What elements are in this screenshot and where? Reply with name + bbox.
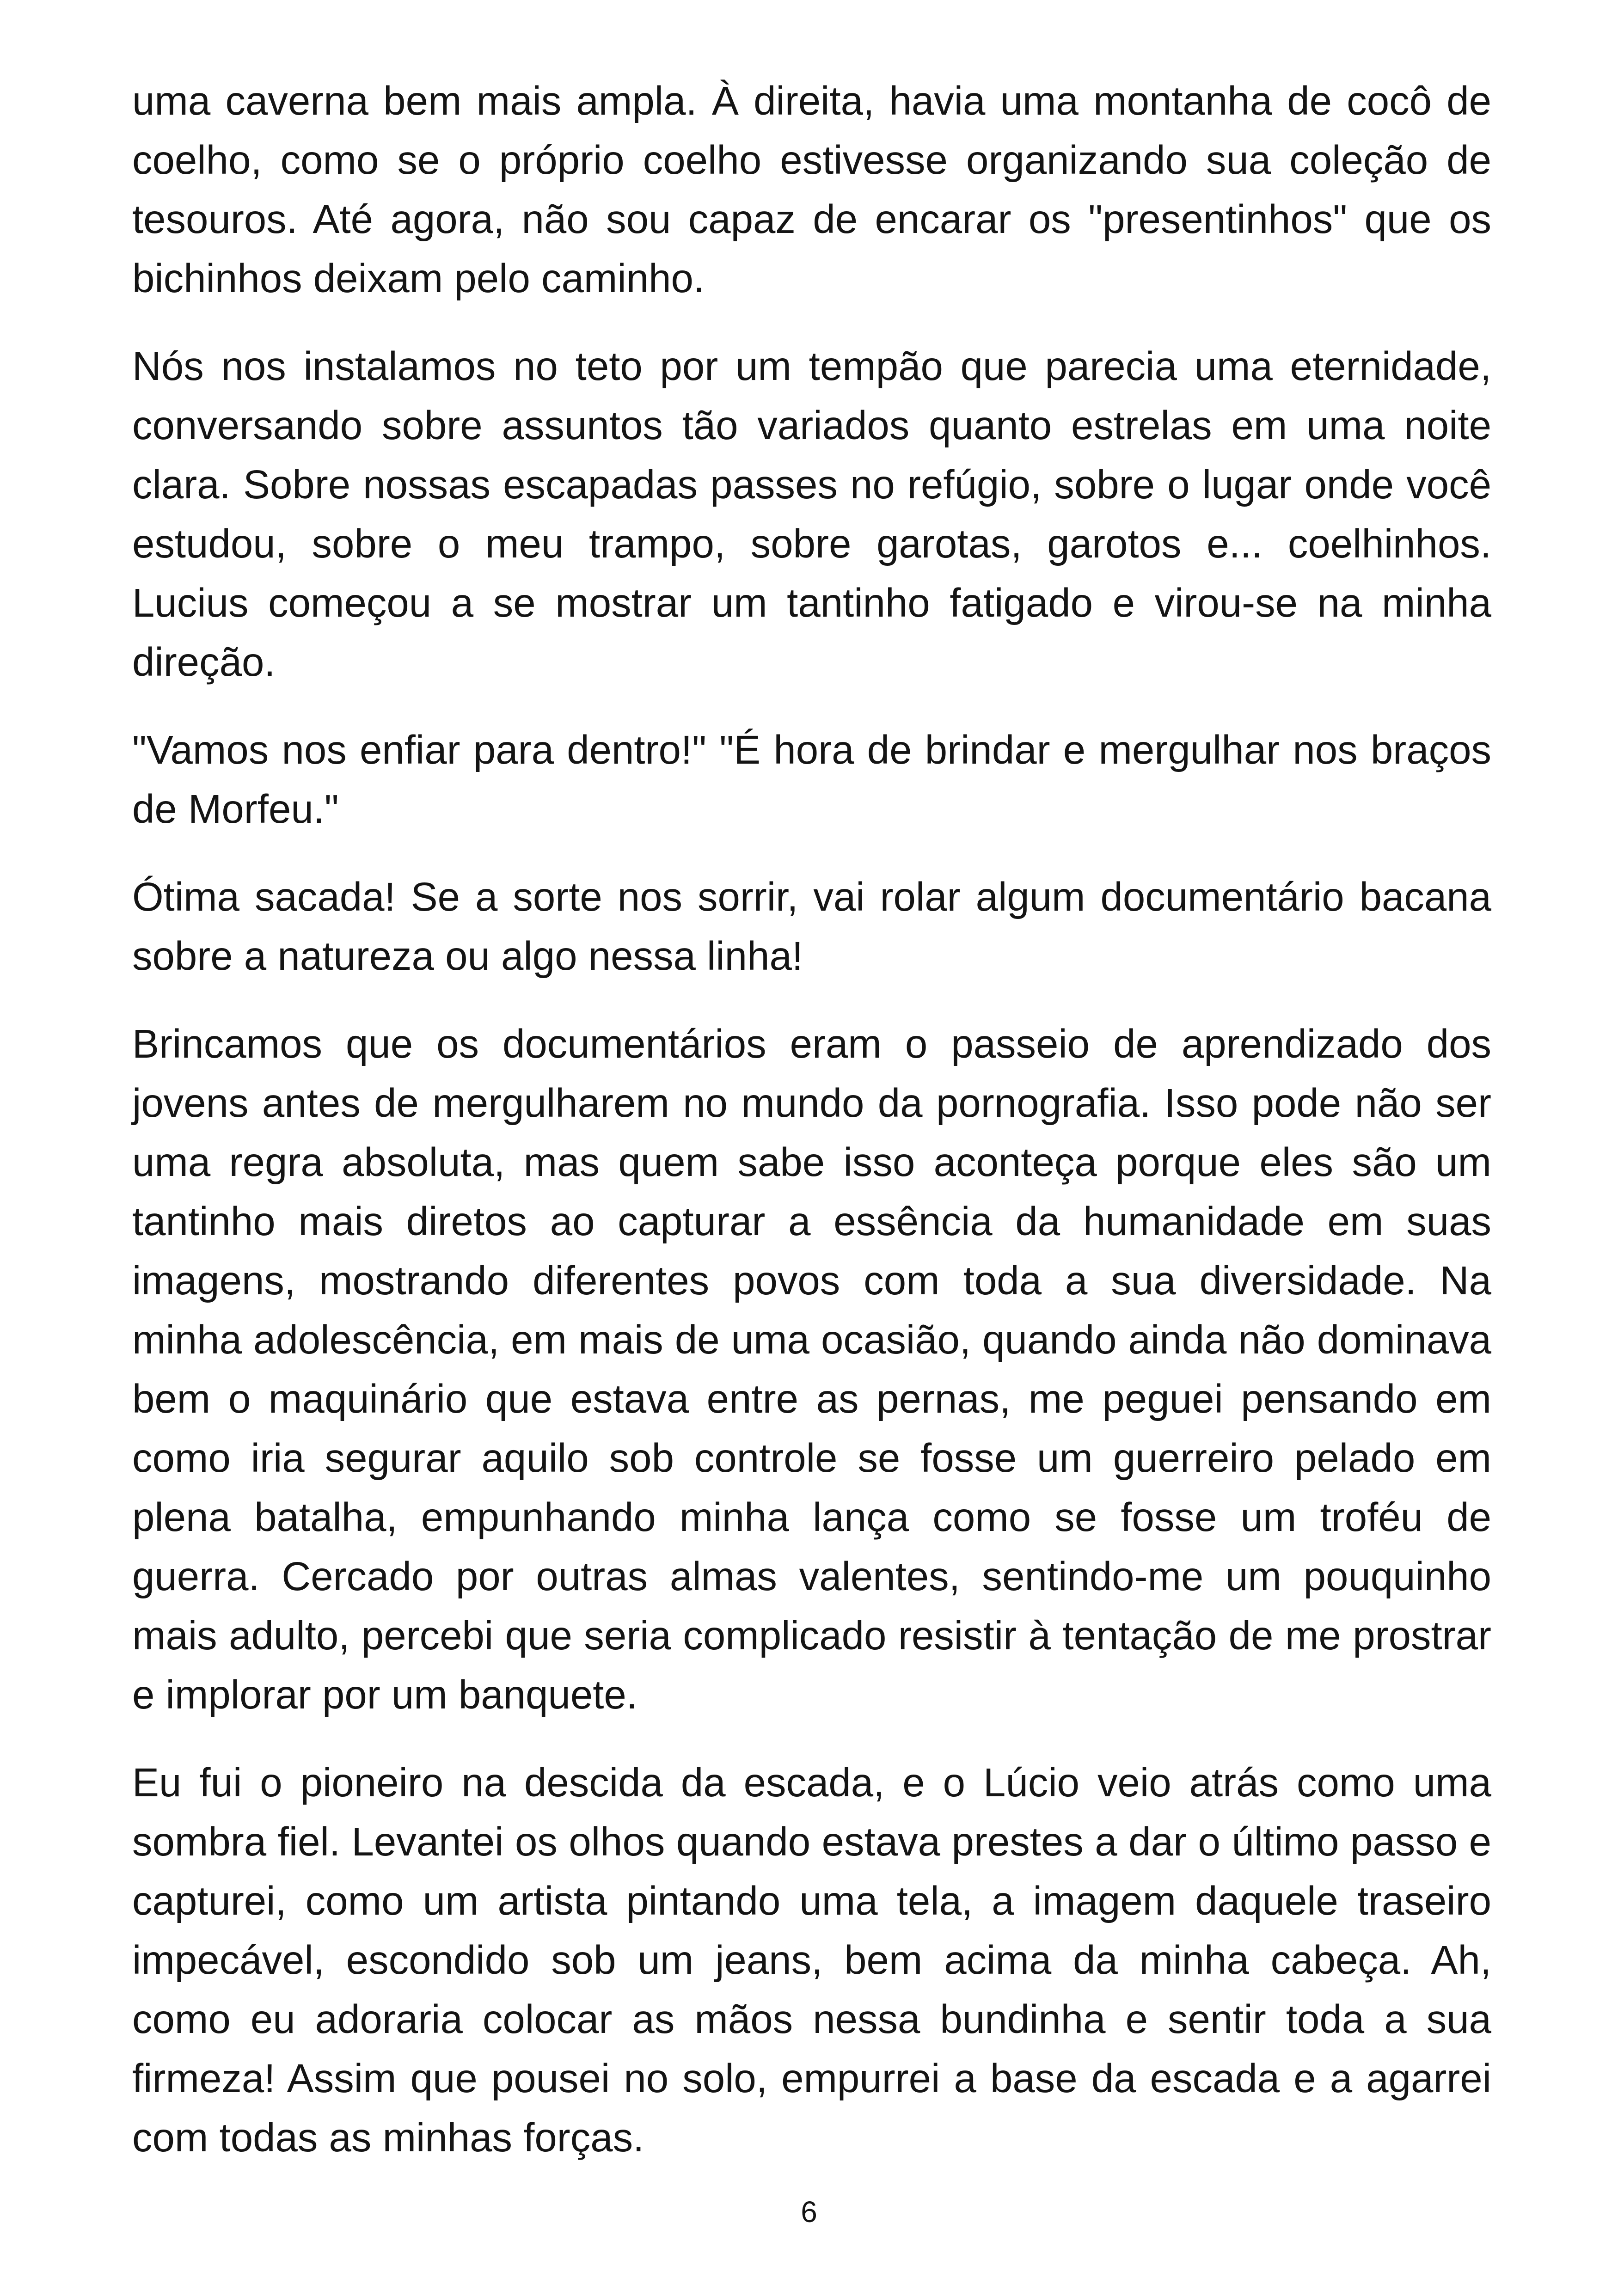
page-number: 6 — [801, 2195, 817, 2229]
paragraph: Ótima sacada! Se a sorte nos sorrir, vai rolar algum documentário bacana sobre a natureza ou algo nessa linha! — [132, 875, 1491, 979]
paragraph: Eu fui o pioneiro na descida da escada, e o Lúcio veio atrás como uma sombra fiel. Levantei os olhos quando estava prestes a dar o último passo e capturei, como um artista pintando uma tela, a imagem daquele traseiro impecável, escondido sob um jeans, bem acima da minha cabeça. Ah, como eu adoraria colocar as mãos nessa bundinha e sentir toda a sua firmeza! Assim que pousei no solo, empurrei a base da escada e a agarrei com todas as minhas forças. — [132, 1760, 1491, 2160]
body-text — [132, 72, 1491, 2196]
paragraph: uma caverna bem mais ampla. À direita, havia uma montanha de cocô de coelho, como se o próprio coelho estivesse organizando sua coleção de tesouros. Até agora, não sou capaz de encarar os "presentinhos" que os bichinhos deixam pelo caminho. — [132, 79, 1491, 301]
paragraph: Nós nos instalamos no teto por um tempão que parecia uma eternidade, conversando sobre assuntos tão variados quanto estrelas em uma noite clara. Sobre nossas escapadas passes no refúgio, sobre o lugar onde você estudou, sobre o meu trampo, sobre garotas, garotos e... coelhinhos. Lucius começou a se mostrar um tantinho fatigado e virou-se na minha direção. — [132, 344, 1491, 685]
paragraph: Brincamos que os documentários eram o passeio de aprendizado dos jovens antes de mergulharem no mundo da pornografia. Isso pode não ser uma regra absoluta, mas quem sabe isso aconteça porque eles são um tantinho mais diretos ao capturar a essência da humanidade em suas imagens, mostrando diferentes povos com toda a sua diversidade. Na minha adolescência, em mais de uma ocasião, quando ainda não dominava bem o maquinário que estava entre as pernas, me peguei pensando em como iria segurar aquilo sob controle se fosse um guerreiro pelado em plena batalha, empunhando minha lança como se fosse um troféu de guerra. Cercado por outras almas valentes, sentindo-me um pouquinho mais adulto, percebi que seria complicado resistir à tentação de me prostrar e implorar por um banquete. — [132, 1022, 1491, 1717]
paragraph: "Vamos nos enfiar para dentro!" "É hora de brindar e mergulhar nos braços de Morfeu." — [132, 728, 1491, 832]
